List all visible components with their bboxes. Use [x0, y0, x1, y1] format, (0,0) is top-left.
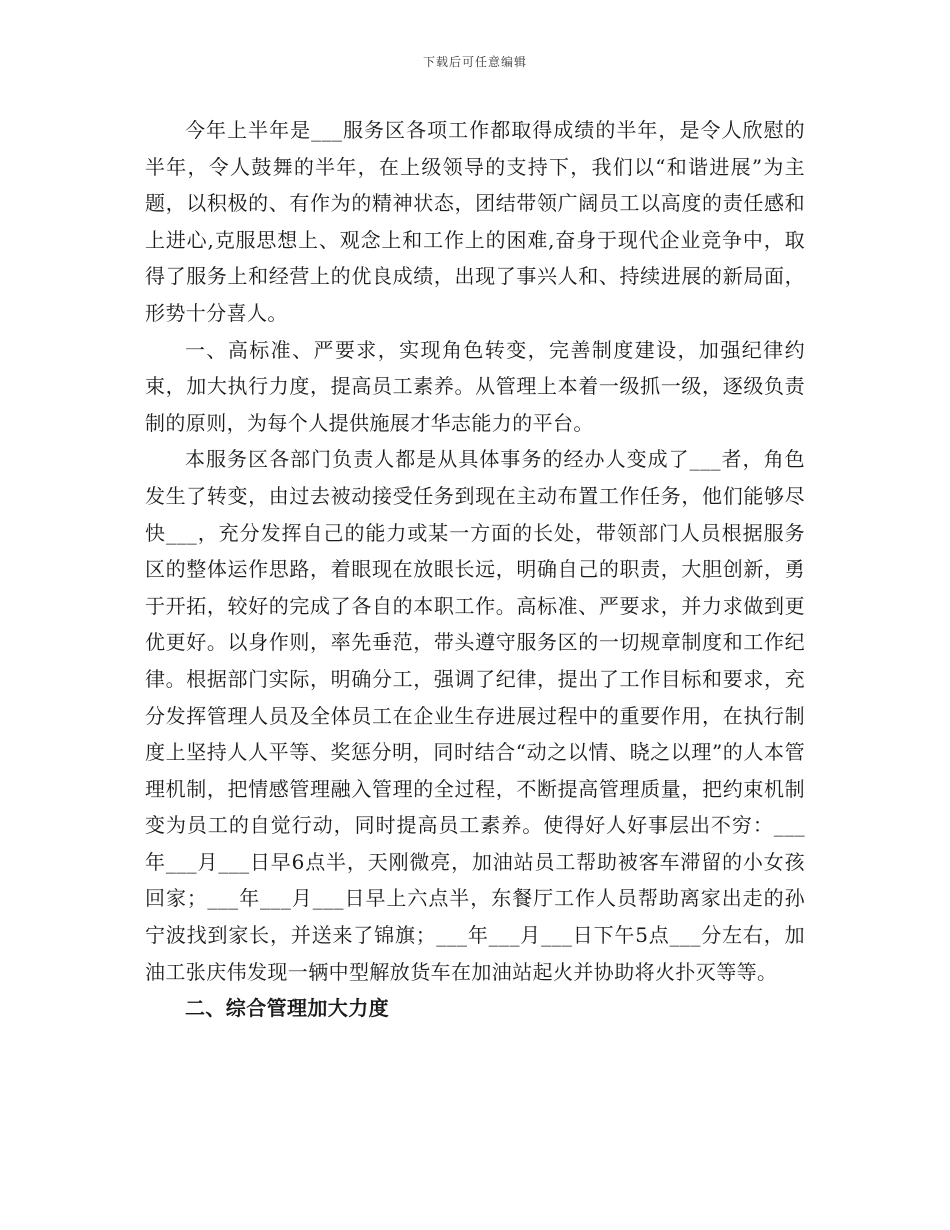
paragraph-intro: 今年上半年是___服务区各项工作都取得成绩的半年，是令人欣慰的半年，令人鼓舞的半年，在上级领导的支持下，我们以“和谐进展”为主题，以积极的、有作为的精神状态，团结带领广阔员工以高度的责任感和上进心,克服思想上、观念上和工作上的困难,奋身于现代企业竞争中，取得了服务上和经营上的优良成绩，出现了事兴人和、持续进展的新局面，形势十分喜人。: [145, 118, 805, 325]
section-heading: 二、综合管理加大力度: [185, 996, 389, 1021]
page-header: 下载后可任意编辑: [422, 55, 527, 69]
document-body: [145, 112, 805, 1027]
paragraph-section-one: 一、高标准、严要求，实现角色转变，完善制度建设，加强纪律约束，加大执行力度，提高员工素养。从管理上本着一级抓一级，逐级负责制的原则，为每个人提供施展才华志能力的平台。: [145, 337, 805, 435]
paragraph-role-change: 本服务区各部门负责人都是从具体事务的经办人变成了___者，角色发生了转变，由过去被动接受任务到现在主动布置工作任务，他们能够尽快___，充分发挥自己的能力或某一方面的长处，带领部门人员根据服务区的整体运作思路，着眼现在放眼长远，明确自己的职责，大胆创新，勇于开拓，较好的完成了各自的本职工作。高标准、严要求，并力求做到更优更好。以身作则，率先垂范，带头遵守服务区的一切规章制度和工作纪律。根据部门实际，明确分工，强调了纪律，提出了工作目标和要求，充分发挥管理人员及全体员工在企业生存进展过程中的重要作用，在执行制度上坚持人人平等、奖惩分明，同时结合“动之以情、晓之以理”的人本管理机制，把情感管理融入管理的全过程，不断提高管理质量，把约束机制变为员工的自觉行动，同时提高员工素养。使得好人好事层出不穷：___年___月___日早6点半，天刚微亮，加油站员工帮助被客车滞留的小女孩回家；___年___月___日早上六点半，东餐厅工作人员帮助离家出走的孙宁波找到家长，并送来了锦旗；___年___月___日下午5点___分左右，加油工张庆伟发现一辆中型解放货车在加油站起火并协助将火扑灭等等。: [145, 447, 805, 984]
